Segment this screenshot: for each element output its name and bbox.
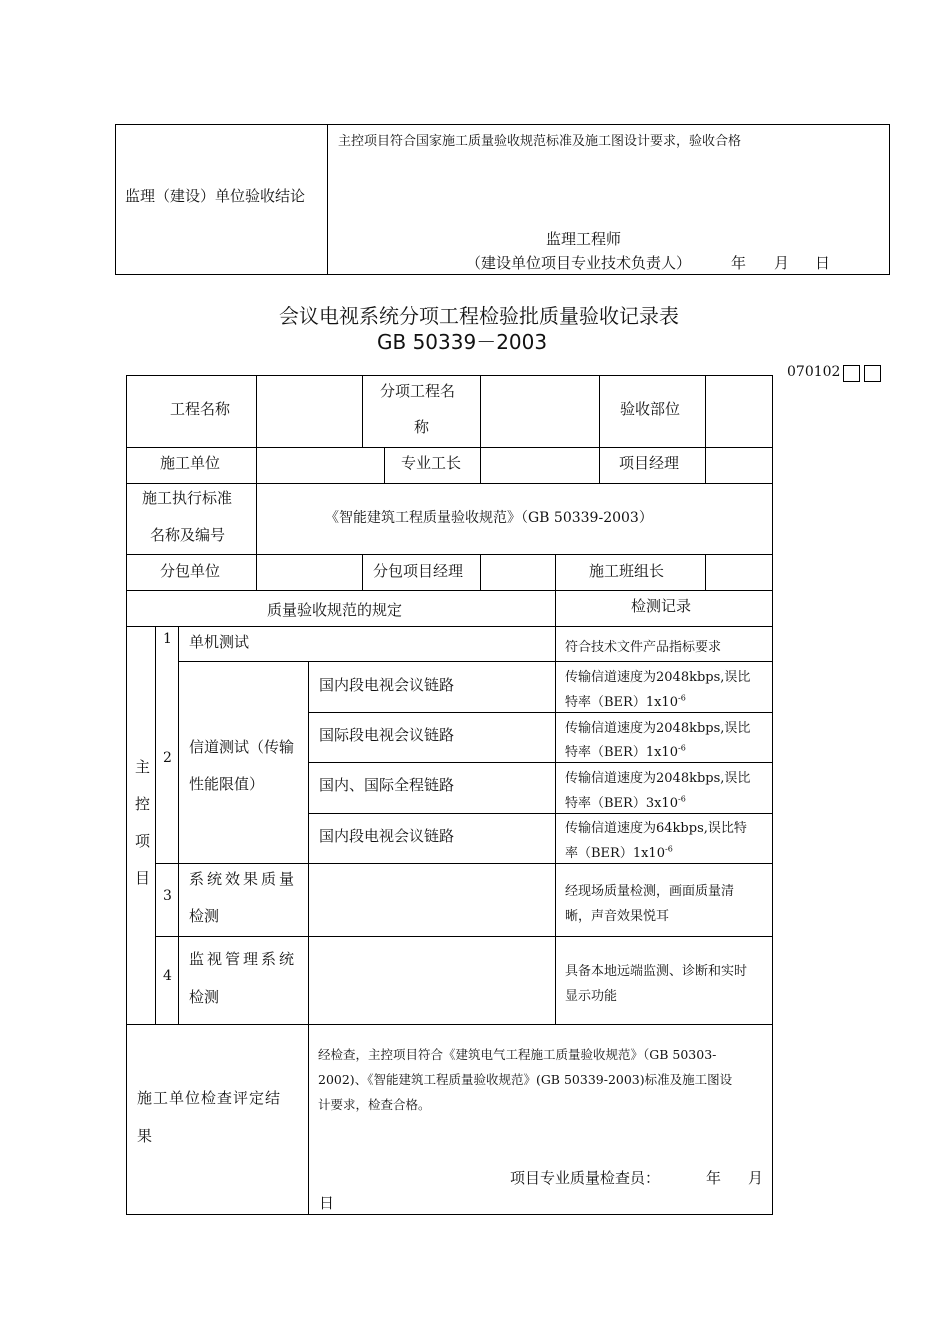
quality-inspector-label: 项目专业质量检查员：: [510, 1169, 661, 1187]
form-code-checkbox[interactable]: [843, 365, 860, 382]
supervision-conclusion-text: 主控项目符合国家施工质量验收规范标准及施工图设计要求，验收合格: [338, 134, 742, 149]
main-items-label-char: 控: [135, 795, 151, 813]
divider: [327, 124, 328, 275]
sub-item-record: 特率$(BER)1x10^{-6}$: [565, 693, 686, 710]
item-number: 2: [163, 750, 172, 766]
item-name: 单机测试: [189, 633, 250, 651]
conclusion-text: 计要求，检查合格。: [318, 1097, 431, 1112]
item-record-cont: 晰，声音效果悦耳: [565, 909, 670, 924]
item-name: 信道测试（传输性能限值）: [189, 738, 295, 793]
item-record: 符合技术文件产品指标要求: [565, 640, 722, 655]
spec-header: 质量验收规范的规定: [267, 601, 403, 619]
sub-item-name: 国际段电视会议链路: [319, 726, 455, 744]
sub-project-name-label: 分项工程名: [380, 382, 456, 400]
construction-unit-label: 施工单位: [160, 454, 221, 472]
conclusion-text: 经检查，主控项目符合《建筑电气工程施工质量验收规范》（GB 50303-: [318, 1047, 717, 1062]
conclusion-text: 2002)、《智能建筑工程质量验收规范》(GB 50339-2003)标准及施工图设: [318, 1072, 733, 1087]
sub-item-record: 传输信道速度为2048kbps,误比: [565, 670, 751, 685]
main-items-label-char: 目: [135, 869, 151, 887]
item-number: 4: [163, 968, 172, 984]
supervising-engineer-label: 监理工程师: [546, 230, 622, 248]
sub-item-name: 国内段电视会议链路: [319, 676, 455, 694]
standard-code: GB 50339－2003: [377, 330, 548, 354]
sub-item-record: 传输信道速度为2048kbps,误比: [565, 721, 751, 736]
item-name: 监视管理系统: [189, 950, 298, 968]
conclusion-date-day: 日: [319, 1194, 335, 1212]
item-record: 具备本地远端监测、诊断和实时: [565, 964, 748, 979]
project-manager-label: 项目经理: [619, 454, 680, 472]
form-code: 070102: [787, 364, 841, 380]
sub-item-name: 国内段电视会议链路: [319, 827, 455, 845]
supervision-conclusion-label: 监理（建设）单位验收结论: [125, 187, 306, 205]
sub-item-name: 国内、国际全程链路: [319, 776, 455, 794]
sub-item-record: 特率$(BER)1x10^{-6}$: [565, 743, 686, 760]
conclusion-label-cont: 果: [137, 1127, 153, 1145]
item-name-cont: 检测: [189, 988, 220, 1006]
sub-manager-label: 分包项目经理: [373, 562, 464, 580]
sub-project-name-label-cont: 称: [414, 418, 430, 436]
exec-standard-label: 施工执行标准: [142, 489, 233, 507]
sub-item-record: 率$(BER)1x10^{-6}$: [565, 844, 673, 861]
exec-standard-label-cont: 名称及编号: [150, 526, 226, 544]
team-leader-label: 施工班组长: [589, 562, 665, 580]
date-month: 月: [774, 254, 790, 272]
item-name: 系统效果质量: [189, 870, 298, 888]
date-day: 日: [815, 254, 831, 272]
sub-item-record: 传输信道速度为2048kbps,误比: [565, 771, 751, 786]
date-year: 年: [731, 254, 747, 272]
item-number: 1: [163, 631, 172, 647]
acceptance-part-label: 验收部位: [620, 400, 681, 418]
foreman-label: 专业工长: [401, 454, 462, 472]
conclusion-label: 施工单位检查评定结: [137, 1089, 282, 1107]
item-record-cont: 显示功能: [565, 989, 618, 1004]
sub-item-record: 特率$(BER)3x10^{-6}$: [565, 794, 686, 811]
page-title: 会议电视系统分项工程检验批质量验收记录表: [279, 304, 679, 328]
project-name-label: 工程名称: [170, 400, 231, 418]
conclusion-date-year: 年: [706, 1169, 722, 1187]
conclusion-date-month: 月: [748, 1169, 764, 1187]
subcontractor-label: 分包单位: [160, 562, 221, 580]
form-code-checkbox[interactable]: [864, 365, 881, 382]
item-name-cont: 检测: [189, 907, 220, 925]
item-record: 经现场质量检测，画面质量清: [565, 884, 735, 899]
sub-item-record: 传输信道速度为64kbps,误比特: [565, 821, 747, 836]
item-number: 3: [163, 888, 172, 904]
main-items-label-char: 主: [135, 758, 151, 776]
construction-tech-head-label: （建设单位项目专业技术负责人）: [466, 254, 692, 272]
exec-standard-value: 《智能建筑工程质量验收规范》（GB 50339-2003）: [325, 510, 653, 526]
main-items-label-char: 项: [135, 832, 151, 850]
record-header: 检测记录: [631, 597, 692, 615]
